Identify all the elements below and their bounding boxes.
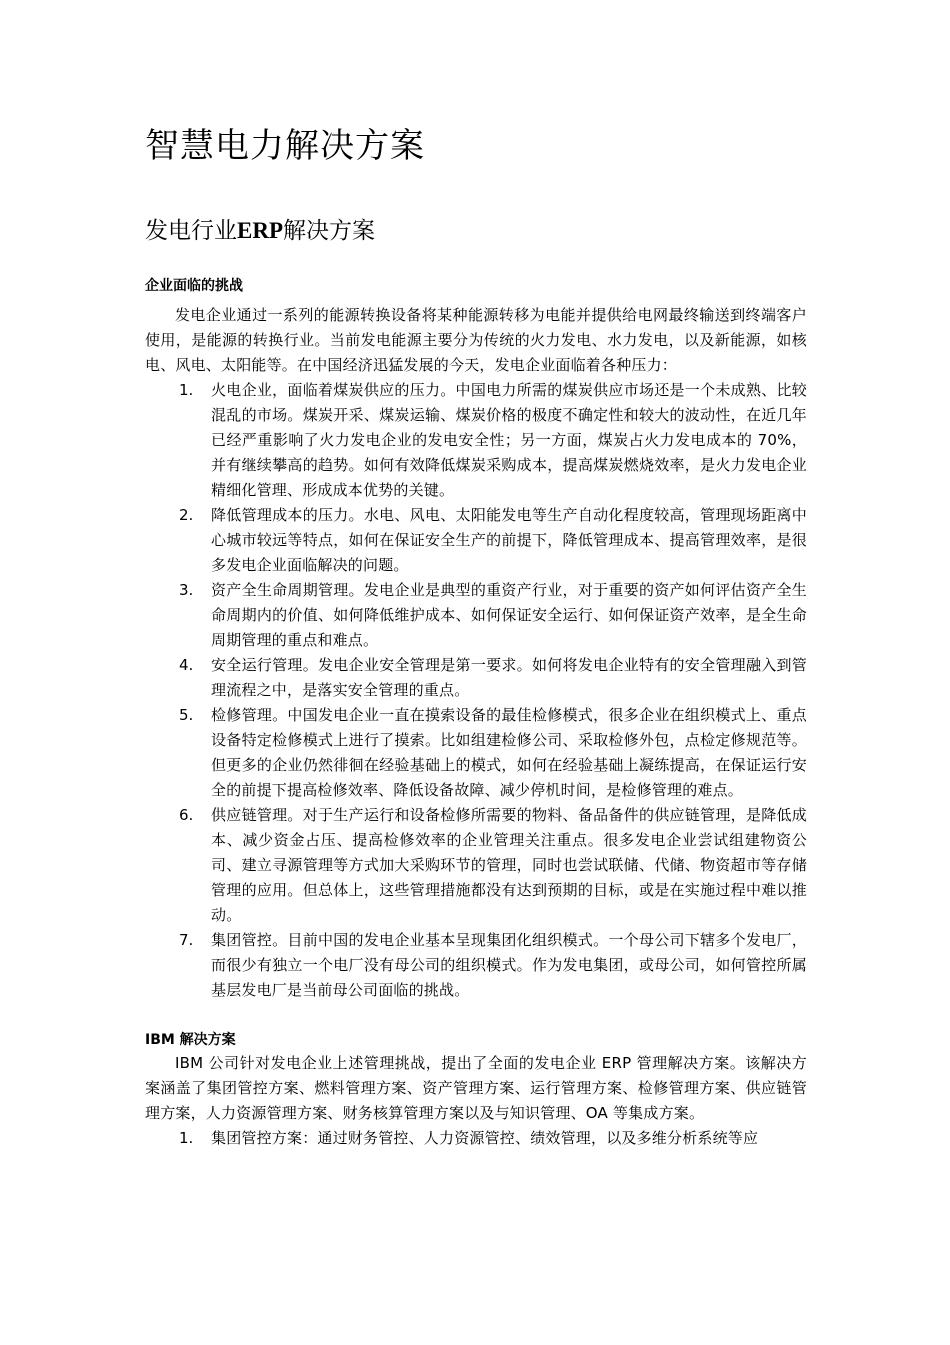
list-item-text: 降低管理成本的压力。水电、风电、太阳能发电等生产自动化程度较高，管理现场距离中心城市较远等特点，如何在保证安全生产的前提下，降低管理成本、提高管理效率，是很多发电企业面临解决的问题。 <box>211 506 807 574</box>
list-item-number: 6. <box>179 806 194 824</box>
list-item-number: 5. <box>179 706 194 724</box>
list-item <box>145 378 807 503</box>
section-gap <box>145 1003 807 1029</box>
list-item-text: 集团管控。目前中国的发电企业基本呈现集团化组织模式。一个母公司下辖多个发电厂，而很少有独立一个电厂没有母公司的组织模式。作为发电集团，或母公司，如何管控所属基层发电厂是当前母公司面临的挑战。 <box>211 931 807 999</box>
list-item-number: 3. <box>179 581 194 599</box>
list-item <box>145 703 807 803</box>
list-item-number: 4. <box>179 656 194 674</box>
list-item-number: 2. <box>179 506 194 524</box>
list-item-number: 1. <box>179 1129 194 1147</box>
list-item-text: 火电企业，面临着煤炭供应的压力。中国电力所需的煤炭供应市场还是一个未成熟、比较混乱的市场。煤炭开采、煤炭运输、煤炭价格的极度不确定性和较大的波动性，在近几年已经严重影响了火力发电企业的发电安全性；另一方面，煤炭占火力发电成本的 70%，并有继续攀高的趋势。如何有效降低煤炭采购成本，提高煤炭燃烧效率，是火力发电企业精细化管理、形成成本优势的关键。 <box>211 381 807 499</box>
section-title-suffix: 解决方案 <box>283 218 375 244</box>
list-item <box>145 653 807 703</box>
list-item-text: 资产全生命周期管理。发电企业是典型的重资产行业，对于重要的资产如何评估资产全生命周期内的价值、如何降低维护成本、如何保证安全运行、如何保证资产效率，是全生命周期管理的重点和难点。 <box>211 581 807 649</box>
list-item-text: 安全运行管理。发电企业安全管理是第一要求。如何将发电企业特有的安全管理融入到管理流程之中，是落实安全管理的重点。 <box>211 656 807 699</box>
section-title-prefix: 发电行业 <box>145 218 237 244</box>
challenges-intro: 发电企业通过一系列的能源转换设备将某种能源转移为电能并提供给电网最终输送到终端客户使用，是能源的转换行业。当前发电能源主要分为传统的火力发电、水力发电，以及新能源，如核电、风电、太阳能等。在中国经济迅猛发展的今天，发电企业面临着各种压力： <box>145 306 807 374</box>
section-title-erp: ERP <box>237 218 283 243</box>
list-item-text: 集团管控方案：通过财务管控、人力资源管控、绩效管理，以及多维分析系统等应 <box>211 1129 759 1147</box>
document-title: 智慧电力解决方案 <box>145 126 425 166</box>
list-item-text: 供应链管理。对于生产运行和设备检修所需要的物料、备品备件的供应链管理，是降低成本、减少资金占压、提高检修效率的企业管理关注重点。很多发电企业尝试组建物资公司、建立寻源管理等方式加大采购环节的管理，同时也尝试联储、代储、物资超市等存储管理的应用。但总体上，这些管理措施都没有达到预期的目标，或是在实施过程中难以推动。 <box>211 806 807 924</box>
list-item-text: 检修管理。中国发电企业一直在摸索设备的最佳检修模式，很多企业在组织模式上、重点设备特定检修模式上进行了摸索。比如组建检修公司、采取检修外包，点检定修规范等。但更多的企业仍然徘徊在经验基础上的模式，如何在经验基础上凝练提高，在保证运行安全的前提下提高检修效率、降低设备故障、减少停机时间，是检修管理的难点。 <box>211 706 807 799</box>
document-content <box>145 118 807 1151</box>
list-item <box>145 578 807 653</box>
solution-intro: IBM 公司针对发电企业上述管理挑战，提出了全面的发电企业 ERP 管理解决方案。该解决方案涵盖了集团管控方案、燃料管理方案、资产管理方案、运行管理方案、检修管理方案、供应链管理方案，人力资源管理方案、财务核算管理方案以及与知识管理、OA 等集成方案。 <box>145 1054 807 1122</box>
list-item <box>145 803 807 928</box>
challenges-list <box>145 378 807 1003</box>
list-item-number: 1. <box>179 381 194 399</box>
list-item <box>145 928 807 1003</box>
section-title <box>145 214 807 248</box>
list-item-number: 7. <box>179 931 194 949</box>
challenges-heading: 企业面临的挑战 <box>145 278 243 294</box>
solution-heading: IBM 解决方案 <box>145 1032 236 1048</box>
list-item <box>145 1126 807 1151</box>
solution-list <box>145 1126 807 1151</box>
list-item <box>145 503 807 578</box>
